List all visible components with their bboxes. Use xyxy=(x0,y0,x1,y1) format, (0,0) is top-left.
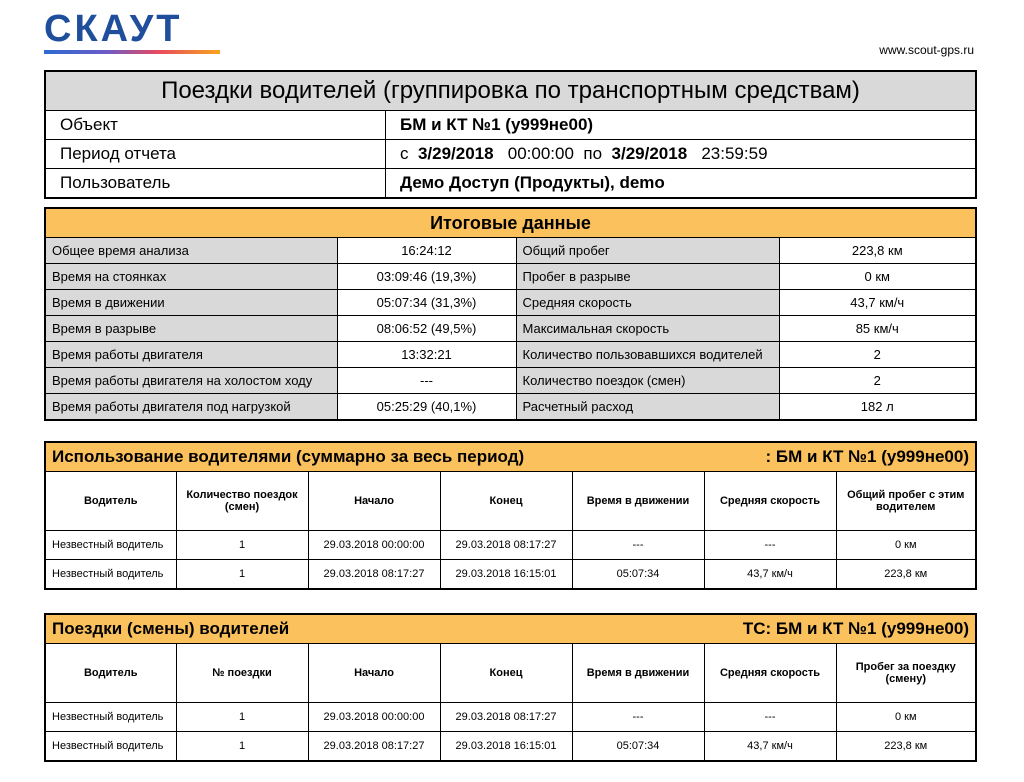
table-row xyxy=(45,560,976,590)
column-header: Средняя скорость xyxy=(704,644,836,703)
summary-title: Итоговые данные xyxy=(45,208,976,238)
table-cell: 29.03.2018 00:00:00 xyxy=(308,531,440,560)
summary-value: 05:07:34 (31,3%) xyxy=(337,290,516,316)
table-cell: 0 км xyxy=(836,531,976,560)
column-header: Начало xyxy=(308,472,440,531)
company-logo xyxy=(44,10,224,58)
logo-underline xyxy=(44,50,220,54)
table-cell: Незвестный водитель xyxy=(45,560,176,590)
summary-value: 05:25:29 (40,1%) xyxy=(337,394,516,421)
user-label: Пользователь xyxy=(45,169,386,199)
usage-object: : БМ и КТ №1 (у999не00) xyxy=(765,447,969,466)
summary-value: --- xyxy=(337,368,516,394)
column-header: Средняя скорость xyxy=(704,472,836,531)
summary-label: Время на стоянках xyxy=(45,264,337,290)
summary-row xyxy=(45,342,976,368)
summary-label: Максимальная скорость xyxy=(516,316,779,342)
summary-label: Количество поездок (смен) xyxy=(516,368,779,394)
table-cell: 43,7 км/ч xyxy=(704,732,836,762)
trips-title: Поездки (смены) водителей xyxy=(52,619,290,638)
summary-value: 08:06:52 (49,5%) xyxy=(337,316,516,342)
table-cell: Незвестный водитель xyxy=(45,703,176,732)
table-cell: 05:07:34 xyxy=(572,560,704,590)
summary-label: Общий пробег xyxy=(516,238,779,264)
summary-value: 2 xyxy=(779,368,976,394)
table-cell: 29.03.2018 08:17:27 xyxy=(440,531,572,560)
summary-row xyxy=(45,368,976,394)
summary-value: 182 л xyxy=(779,394,976,421)
summary-label: Время в разрыве xyxy=(45,316,337,342)
table-row xyxy=(45,703,976,732)
summary-label: Время работы двигателя на холостом ходу xyxy=(45,368,337,394)
summary-value: 223,8 км xyxy=(779,238,976,264)
column-header: Время в движении xyxy=(572,644,704,703)
trips-object: ТС: БМ и КТ №1 (у999не00) xyxy=(742,619,969,638)
driver-trips-table xyxy=(44,613,977,762)
column-header: Время в движении xyxy=(572,472,704,531)
summary-value: 43,7 км/ч xyxy=(779,290,976,316)
period-prefix: с xyxy=(400,144,409,163)
summary-value: 85 км/ч xyxy=(779,316,976,342)
table-cell: 0 км xyxy=(836,703,976,732)
period-date-from: 3/29/2018 xyxy=(417,144,494,163)
summary-row xyxy=(45,316,976,342)
table-cell: Незвестный водитель xyxy=(45,732,176,762)
summary-label: Расчетный расход xyxy=(516,394,779,421)
table-cell: 1 xyxy=(176,531,308,560)
table-row xyxy=(45,732,976,762)
period-date-to: 3/29/2018 xyxy=(611,144,688,163)
column-header: № поездки xyxy=(176,644,308,703)
table-cell: 29.03.2018 08:17:27 xyxy=(308,732,440,762)
period-time-from: 00:00:00 xyxy=(507,144,574,163)
table-cell: 29.03.2018 08:17:27 xyxy=(440,703,572,732)
table-cell: --- xyxy=(572,531,704,560)
summary-label: Время в движении xyxy=(45,290,337,316)
table-cell: 05:07:34 xyxy=(572,732,704,762)
summary-label: Общее время анализа xyxy=(45,238,337,264)
column-header: Водитель xyxy=(45,644,176,703)
period-time-to: 23:59:59 xyxy=(701,144,768,163)
table-cell: 223,8 км xyxy=(836,732,976,762)
table-cell: 1 xyxy=(176,560,308,590)
table-cell: --- xyxy=(704,703,836,732)
column-header: Начало xyxy=(308,644,440,703)
summary-label: Средняя скорость xyxy=(516,290,779,316)
table-cell: Незвестный водитель xyxy=(45,531,176,560)
table-cell: 29.03.2018 16:15:01 xyxy=(440,732,572,762)
table-cell: --- xyxy=(572,703,704,732)
column-header: Водитель xyxy=(45,472,176,531)
logo-text: СКАУТ xyxy=(44,8,183,50)
summary-row xyxy=(45,290,976,316)
table-cell: 1 xyxy=(176,732,308,762)
column-header: Конец xyxy=(440,472,572,531)
table-cell: 223,8 км xyxy=(836,560,976,590)
summary-label: Количество пользовавшихся водителей xyxy=(516,342,779,368)
driver-usage-table xyxy=(44,441,977,590)
table-cell: --- xyxy=(704,531,836,560)
column-header: Пробег за поездку (смену) xyxy=(836,644,976,703)
report-title: Поездки водителей (группировка по транспортным средствам) xyxy=(45,71,976,111)
table-cell: 29.03.2018 00:00:00 xyxy=(308,703,440,732)
summary-value: 2 xyxy=(779,342,976,368)
period-value xyxy=(386,140,977,169)
report-header xyxy=(44,70,977,199)
summary-table xyxy=(44,207,977,421)
table-cell: 29.03.2018 08:17:27 xyxy=(308,560,440,590)
table-cell: 43,7 км/ч xyxy=(704,560,836,590)
summary-value: 16:24:12 xyxy=(337,238,516,264)
summary-value: 03:09:46 (19,3%) xyxy=(337,264,516,290)
summary-value: 0 км xyxy=(779,264,976,290)
summary-label: Время работы двигателя xyxy=(45,342,337,368)
table-cell: 1 xyxy=(176,703,308,732)
table-row xyxy=(45,531,976,560)
column-header: Конец xyxy=(440,644,572,703)
summary-row xyxy=(45,394,976,421)
column-header: Общий пробег с этим водителем xyxy=(836,472,976,531)
usage-title: Использование водителями (суммарно за весь период) xyxy=(52,447,525,466)
website-url: www.scout-gps.ru xyxy=(879,43,974,57)
summary-label: Время работы двигателя под нагрузкой xyxy=(45,394,337,421)
summary-value: 13:32:21 xyxy=(337,342,516,368)
summary-row xyxy=(45,238,976,264)
summary-label: Пробег в разрыве xyxy=(516,264,779,290)
period-label: Период отчета xyxy=(45,140,386,169)
period-mid: по xyxy=(583,144,603,163)
user-value: Демо Доступ (Продукты), demo xyxy=(400,173,665,192)
object-value: БМ и КТ №1 (у999не00) xyxy=(400,115,594,134)
column-header: Количество поездок (смен) xyxy=(176,472,308,531)
object-label: Объект xyxy=(45,111,386,140)
table-cell: 29.03.2018 16:15:01 xyxy=(440,560,572,590)
summary-row xyxy=(45,264,976,290)
